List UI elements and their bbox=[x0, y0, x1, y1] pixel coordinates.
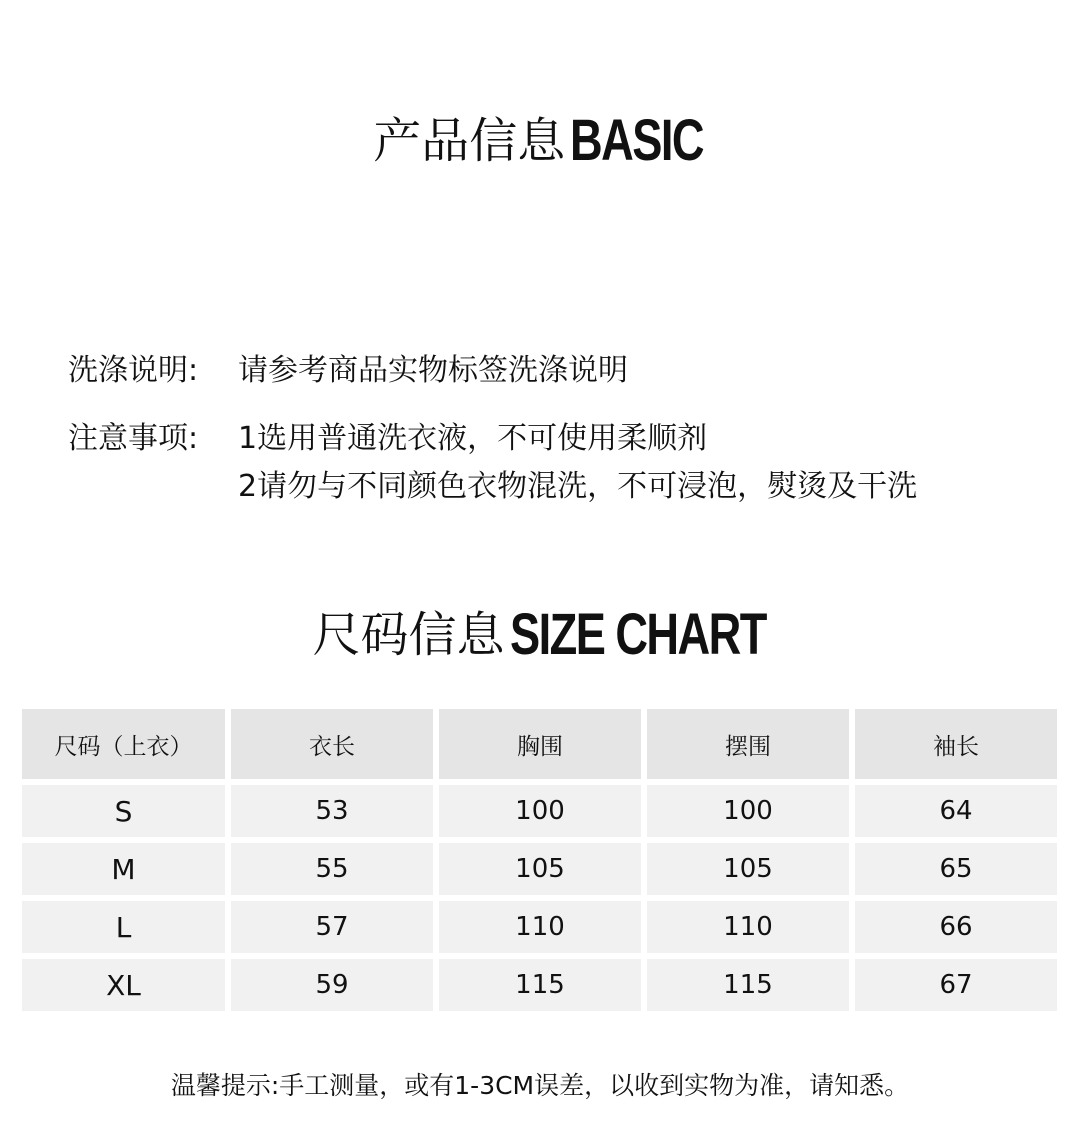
table-cell-hem: 100 bbox=[647, 785, 849, 837]
table-cell-hem: 115 bbox=[647, 959, 849, 1011]
washing-text: 请参考商品实物标签洗涤说明 bbox=[238, 353, 628, 388]
table-cell-sleeve: 65 bbox=[855, 843, 1057, 895]
size-section-title bbox=[0, 602, 1080, 667]
notes-line-2: 2请勿与不同颜色衣物混洗，不可浸泡，熨烫及干洗 bbox=[238, 469, 918, 504]
size-title-cn: 尺码信息 bbox=[312, 607, 505, 663]
table-cell-chest: 115 bbox=[439, 959, 641, 1011]
table-cell-length: 59 bbox=[231, 959, 433, 1011]
table-cell-size: M bbox=[22, 843, 225, 895]
table-cell-length: 55 bbox=[231, 843, 433, 895]
table-cell-chest: 100 bbox=[439, 785, 641, 837]
table-cell-sleeve: 64 bbox=[855, 785, 1057, 837]
notes-line-1: 1选用普通洗衣液，不可使用柔顺剂 bbox=[238, 421, 708, 456]
header-size: 尺码（上衣） bbox=[22, 709, 225, 779]
basic-section-title bbox=[0, 108, 1080, 173]
table-cell-chest: 110 bbox=[439, 901, 641, 953]
care-notes bbox=[68, 421, 918, 504]
table-cell-hem: 110 bbox=[647, 901, 849, 953]
header-sleeve: 袖长 bbox=[855, 709, 1057, 779]
table-cell-hem: 105 bbox=[647, 843, 849, 895]
table-cell-sleeve: 67 bbox=[855, 959, 1057, 1011]
washing-instructions bbox=[68, 353, 628, 388]
measurement-tip: 温馨提示:手工测量，或有1-3CM误差，以收到实物为准，请知悉。 bbox=[170, 1071, 910, 1100]
size-chart-table bbox=[22, 709, 1059, 1011]
table-cell-size: S bbox=[22, 785, 225, 837]
header-chest: 胸围 bbox=[439, 709, 641, 779]
table-cell-length: 53 bbox=[231, 785, 433, 837]
washing-label: 洗涤说明: bbox=[68, 353, 199, 388]
basic-title-en: BASIC bbox=[570, 108, 704, 173]
notes-label: 注意事项: bbox=[68, 421, 199, 456]
table-cell-size: XL bbox=[22, 959, 225, 1011]
table-cell-size: L bbox=[22, 901, 225, 953]
size-title-en: SIZE CHART bbox=[509, 602, 766, 667]
header-hem: 摆围 bbox=[647, 709, 849, 779]
table-cell-length: 57 bbox=[231, 901, 433, 953]
header-length: 衣长 bbox=[231, 709, 433, 779]
basic-title-cn: 产品信息 bbox=[373, 113, 566, 169]
table-cell-sleeve: 66 bbox=[855, 901, 1057, 953]
table-cell-chest: 105 bbox=[439, 843, 641, 895]
